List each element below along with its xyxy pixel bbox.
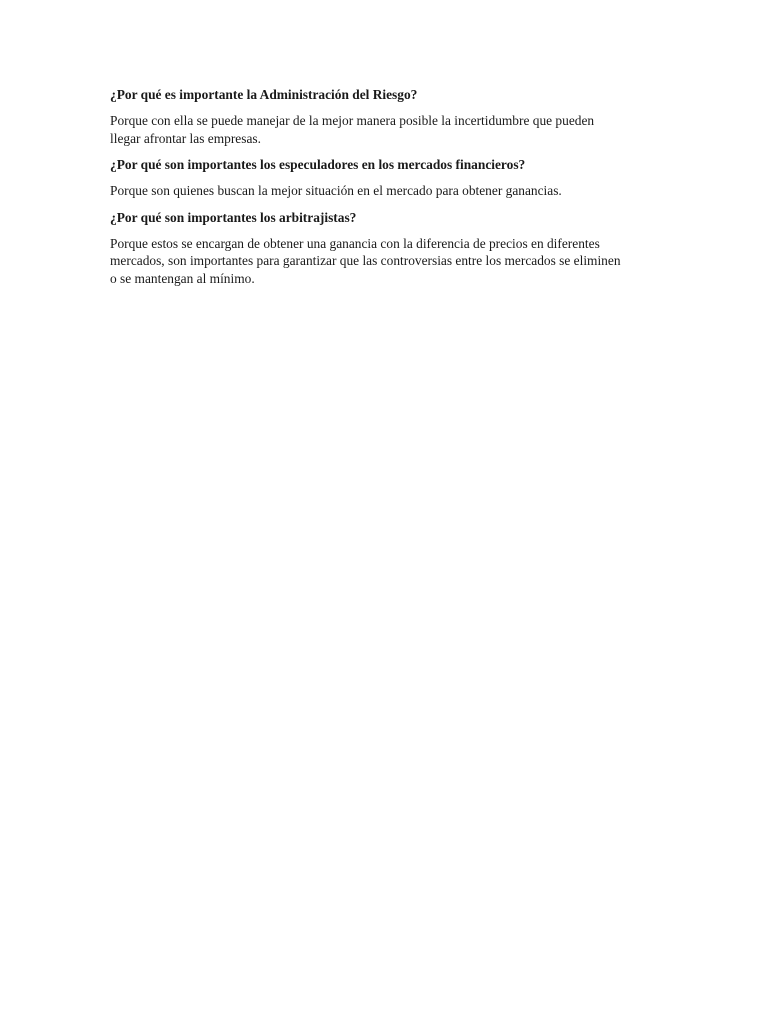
answer-line: Porque estos se encargan de obtener una ganancia con la diferencia de precios en diferentes: [110, 235, 600, 251]
answer-paragraph: [110, 235, 670, 288]
question-heading: ¿Por qué son importantes los especuladores en los mercados financieros?: [110, 157, 526, 172]
answer-line: Porque son quienes buscan la mejor situación en el mercado para obtener ganancias.: [110, 183, 562, 198]
answer-line: llegar afrontar las empresas.: [110, 130, 261, 146]
answer-paragraph: [110, 182, 670, 200]
answer-paragraph: [110, 112, 670, 147]
answer-line: mercados, son importantes para garantizar que las controversias entre los mercados se eliminen: [110, 253, 621, 268]
question-heading: ¿Por qué son importantes los arbitrajistas?: [110, 209, 357, 225]
question-heading: ¿Por qué es importante la Administración del Riesgo?: [110, 87, 418, 102]
document-body: [110, 86, 670, 296]
answer-line: o se mantengan al mínimo.: [110, 270, 255, 286]
answer-line: Porque con ella se puede manejar de la mejor manera posible la incertidumbre que pueden: [110, 113, 595, 128]
